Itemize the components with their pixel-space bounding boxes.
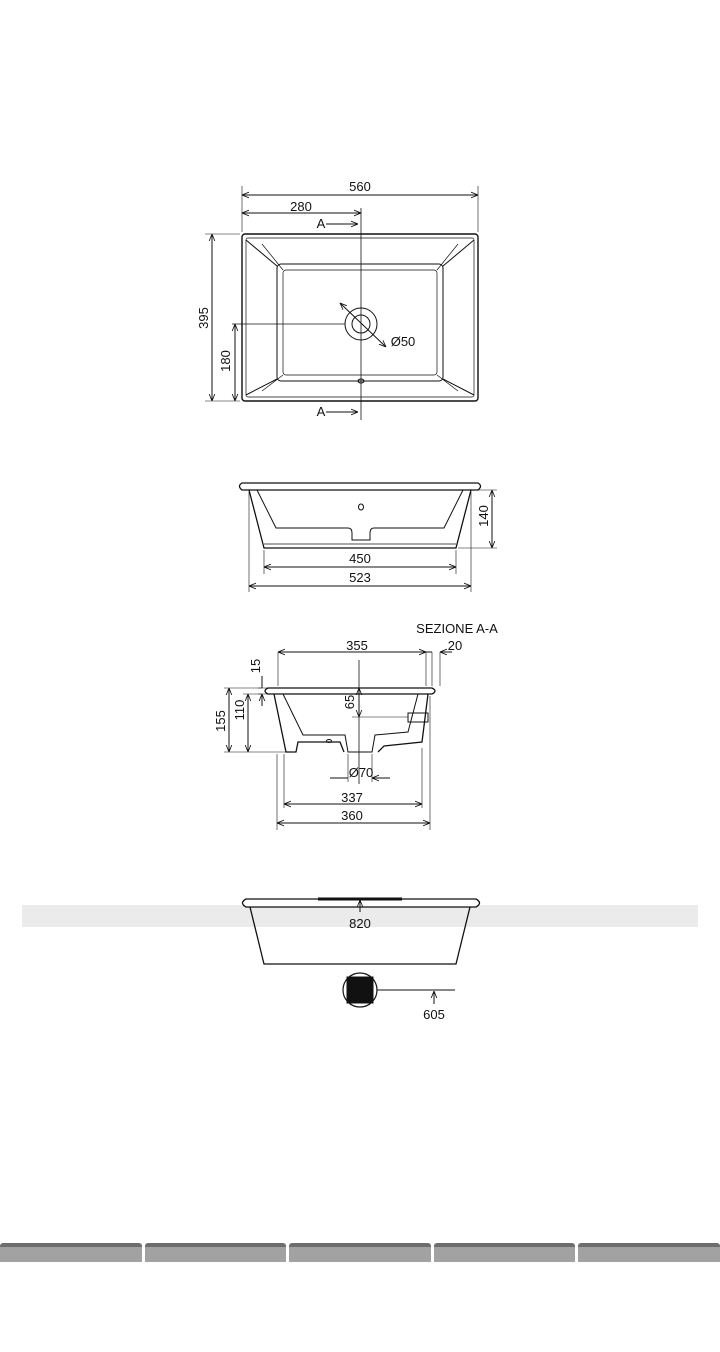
label-section-marker-top: A xyxy=(316,216,326,231)
label-outlet-605: 605 xyxy=(423,1007,445,1022)
label-section-marker-bottom: A xyxy=(316,404,326,419)
label-drain-diameter: Ø50 xyxy=(390,334,416,349)
label-top-width-355: 355 xyxy=(346,638,368,653)
front-body-outline xyxy=(249,490,471,548)
corner-slopes xyxy=(246,240,474,395)
bottom-tab-1[interactable] xyxy=(0,1243,142,1262)
front-inner-profile xyxy=(257,490,463,540)
bottom-tab-bar xyxy=(0,1243,720,1262)
bottom-tab-3[interactable] xyxy=(289,1243,431,1262)
corner-slopes-inner xyxy=(262,244,458,391)
label-base-width-523: 523 xyxy=(349,570,371,585)
bottom-tab-5[interactable] xyxy=(578,1243,720,1262)
label-rim-offset-20: 20 xyxy=(447,638,463,653)
label-overflow-height-65: 65 xyxy=(342,694,357,710)
label-outlet-diameter-70: Ø70 xyxy=(348,765,374,780)
section-view xyxy=(224,652,452,830)
label-rim-height-15: 15 xyxy=(248,658,263,674)
label-depth-395: 395 xyxy=(196,307,211,329)
section-title: SEZIONE A-A xyxy=(416,621,498,636)
label-inner-width-450: 450 xyxy=(349,551,371,566)
drain-diameter-leader xyxy=(340,303,386,347)
top-view xyxy=(205,186,478,420)
top-view-labels xyxy=(196,179,415,419)
label-total-height-155: 155 xyxy=(213,710,228,732)
bottom-tab-2[interactable] xyxy=(145,1243,287,1262)
label-countertop-820: 820 xyxy=(349,916,371,931)
label-outer-width-360: 360 xyxy=(341,808,363,823)
front-rim xyxy=(240,483,481,490)
section-rim xyxy=(265,688,435,694)
extension-lines-20 xyxy=(432,652,440,686)
front-view-labels xyxy=(349,505,491,585)
section-overflow-hole xyxy=(327,740,332,743)
label-inner-depth-110: 110 xyxy=(232,699,247,721)
bottom-tab-4[interactable] xyxy=(434,1243,576,1262)
extension-lines-355 xyxy=(278,652,426,686)
label-base-width-337: 337 xyxy=(341,790,363,805)
label-drain-offset-180: 180 xyxy=(218,350,233,372)
basin-rim-outline xyxy=(246,238,474,397)
outlet-square xyxy=(347,977,373,1003)
label-height-140: 140 xyxy=(476,505,491,527)
label-width-560: 560 xyxy=(349,179,371,194)
label-half-width-280: 280 xyxy=(290,199,312,214)
front-overflow-hole xyxy=(359,504,364,510)
section-view-labels xyxy=(213,621,498,823)
